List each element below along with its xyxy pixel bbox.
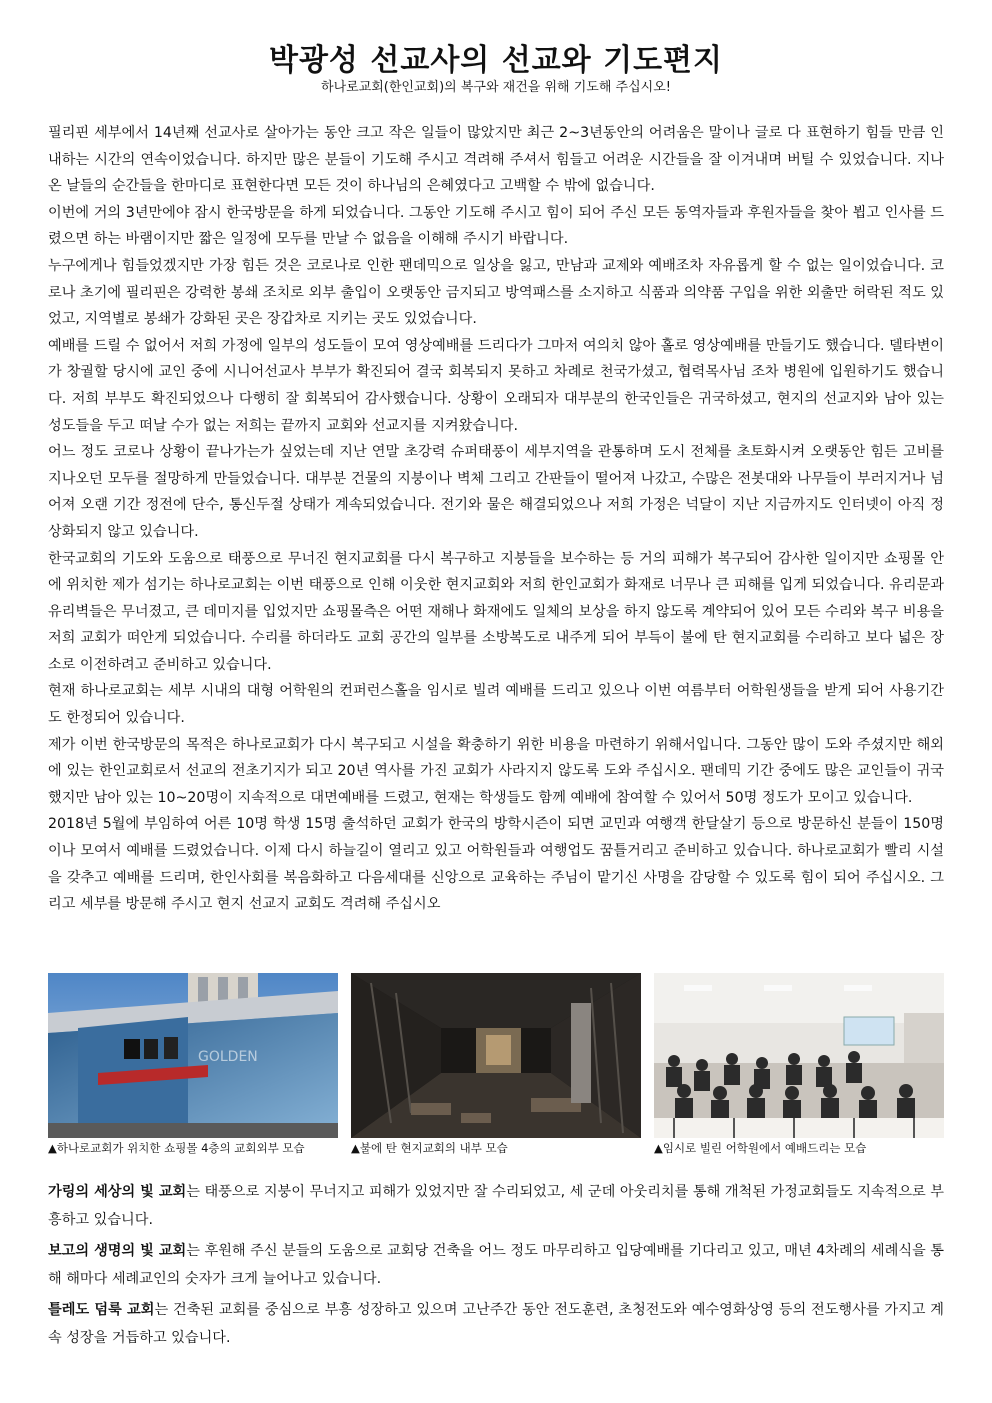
church-name: 보고의 생명의 빛 교회 [48, 1242, 187, 1259]
worship-hall-photo [654, 973, 944, 1138]
page-subtitle: 하나로교회(한인교회)의 복구와 재건을 위해 기도해 주십시오! [321, 80, 671, 95]
paragraph: 2018년 5월에 부임하여 어른 10명 학생 15명 출석하던 교회가 한국의 방학시즌이 되면 교민과 여행객 한달살기 등으로 방문하신 분들이 150명이나 모여서 예배를 드렸었습니다. 이제 다시 하늘길이 열리고 있고 어학원들과 여행업도 꿈틀거리고 준비하고 있습니다. 하나로교회가 빨리 시설을 갖추고 예배를 드리며, 한인사회를 복음화하고 다음세대를 신앙으로 교육하는 주님이 맡기신 사명을 감당할 수 있도록 힘이 되어 주십시오. 그리고 세부를 방문해 주시고 현지 선교지 교회도 격려해 주십시오 [48, 816, 944, 913]
mall-exterior-photo [48, 973, 338, 1138]
church-update [48, 1178, 944, 1235]
photo-caption: ▲불에 탄 현지교회의 내부 모습 [351, 1141, 508, 1155]
church-updates [48, 1178, 944, 1354]
photo-caption: ▲하나로교회가 위치한 쇼핑몰 4층의 교회외부 모습 [48, 1141, 305, 1155]
paragraph: 한국교회의 기도와 도움으로 태풍으로 무너진 현지교회를 다시 복구하고 지붕들을 보수하는 등 거의 피해가 복구되어 감사한 일이지만 쇼핑몰 안에 위치한 제가 섬기는 하나로교회는 이번 태풍으로 인해 이웃한 현지교회와 저희 한인교회가 화재로 너무나 큰 피해를 입게 되었습니다. 유리문과 유리벽들은 무너졌고, 큰 데미지를 입었지만 쇼핑몰측은 어떤 재해나 화재에도 일체의 보상을 하지 않도록 계약되어 있어 모든 수리와 복구 비용을 저희 교회가 떠안게 되었습니다. 수리를 하더라도 교회 공간의 일부를 소방복도로 내주게 되어 부득이 불에 탄 현지교회를 수리하고 보다 넓은 장소로 이전하려고 준비하고 있습니다. [48, 550, 944, 673]
paragraph: 누구에게나 힘들었겠지만 가장 힘든 것은 코로나로 인한 팬데믹으로 일상을 잃고, 만남과 교제와 예배조차 자유롭게 할 수 없는 일이었습니다. 코로나 초기에 필리핀은 강력한 봉쇄 조치로 외부 출입이 오랫동안 금지되고 방역패스를 소지하고 식품과 의약품 구입을 위한 외출만 허락된 적도 있었고, 지역별로 봉쇄가 강화된 곳은 장갑차로 지키는 곳도 있었습니다. [48, 257, 944, 328]
paragraph: 필리핀 세부에서 14년째 선교사로 살아가는 동안 크고 작은 일들이 많았지만 최근 2~3년동안의 어려움은 말이나 글로 다 표현하기 힘들 만큼 인내하는 시간의 연속이었습니다. 하지만 많은 분들이 기도해 주시고 격려해 주셔서 힘들고 어려운 시간들을 잘 이겨내며 버틸 수 있었습니다. 지나온 날들의 순간들을 한마디로 표현한다면 모든 것이 하나님의 은혜였다고 고백할 수 밖에 없습니다. [48, 125, 944, 195]
page-title: 박광성 선교사의 선교와 기도편지 [268, 43, 724, 78]
church-update [48, 1296, 944, 1353]
paragraph: 현재 하나로교회는 세부 시내의 대형 어학원의 컨퍼런스홀을 임시로 빌려 예배를 드리고 있으나 이번 여름부터 어학원생들을 받게 되어 사용기간도 한정되어 있습니다. [48, 683, 944, 727]
golden-sign-text: GOLDEN [198, 1049, 258, 1065]
burned-interior-photo [351, 973, 641, 1138]
photo-caption: ▲임시로 빌린 어학원에서 예배드리는 모습 [654, 1141, 867, 1155]
letter-body [48, 120, 944, 918]
paragraph: 제가 이번 한국방문의 목적은 하나로교회가 다시 복구되고 시설을 확충하기 위한 비용을 마련하기 위해서입니다. 그동안 많이 도와 주셨지만 해외에 있는 한인교회로서 선교의 전초기지가 되고 20년 역사를 가진 교회가 사라지지 않도록 도와 주십시오. 팬데믹 기간 중에도 많은 교인들이 귀국했지만 남아 있는 10~20명이 지속적으로 대면예배를 드렸고, 현재는 학생들도 함께 예배에 참여할 수 있어서 50명 정도가 모이고 있습니다. [48, 736, 944, 806]
church-text: 는 후원해 주신 분들의 도움으로 교회당 건축을 어느 정도 마무리하고 입당예배를 기다리고 있고, 매년 4차례의 세례식을 통해 해마다 세례교인의 숫자가 크게 늘어나고 있습니다. [48, 1242, 945, 1288]
church-text: 는 건축된 교회를 중심으로 부흥 성장하고 있으며 고난주간 동안 전도훈련, 초청전도와 예수영화상영 등의 전도행사를 가지고 계속 성장을 거듭하고 있습니다. [48, 1301, 944, 1347]
church-update [48, 1237, 944, 1294]
paragraph: 예배를 드릴 수 없어서 저희 가정에 일부의 성도들이 모여 영상예배를 드리다가 그마저 여의치 않아 홀로 영상예배를 만들기도 했습니다. 델타변이가 창궐할 당시에 교인 중에 시니어선교사 부부가 확진되어 결국 회복되지 못하고 차례로 천국가셨고, 협력목사님 조차 병원에 입원하기도 했습니다. 저희 부부도 확진되었으나 다행히 잘 회복되어 감사했습니다. 상황이 오래되자 대부분의 한국인들은 귀국하셨고, 현지의 선교지와 남아 있는 성도들을 두고 떠날 수가 없는 저희는 끝까지 교회와 선교지를 지켜왔습니다. [48, 337, 944, 434]
church-name: 가링의 세상의 빛 교회 [48, 1184, 187, 1200]
paragraph: 이번에 거의 3년만에야 잠시 한국방문을 하게 되었습니다. 그동안 기도해 주시고 힘이 되어 주신 모든 동역자들과 후원자들을 찾아 뵙고 인사를 드렸으면 하는 바램이지만 짧은 일정에 모두를 만날 수 없음을 이해해 주시기 바랍니다. [48, 204, 944, 248]
church-text: 는 태풍으로 지붕이 무너지고 피해가 있었지만 잘 수리되었고, 세 군데 아웃리치를 통해 개척된 가정교회들도 지속적으로 부흥하고 있습니다. [48, 1184, 944, 1229]
photo-row [48, 973, 944, 1163]
paragraph: 어느 정도 코로나 상황이 끝나가는가 싶었는데 지난 연말 초강력 슈퍼태풍이 세부지역을 관통하며 도시 전체를 초토화시켜 오랫동안 힘든 고비를 지나오던 모두를 절망하게 만들었습니다. 대부분 건물의 지붕이나 벽체 그리고 간판들이 떨어져 나갔고, 수많은 전봇대와 나무들이 부러지거나 넘어져 오랜 기간 정전에 단수, 통신두절 상태가 계속되었습니다. 전기와 물은 해결되었으나 저희 가정은 넉달이 지난 지금까지도 인터넷이 아직 정상화되지 않고 있습니다. [48, 444, 944, 540]
church-name: 틀레도 덤룩 교회 [48, 1301, 155, 1318]
